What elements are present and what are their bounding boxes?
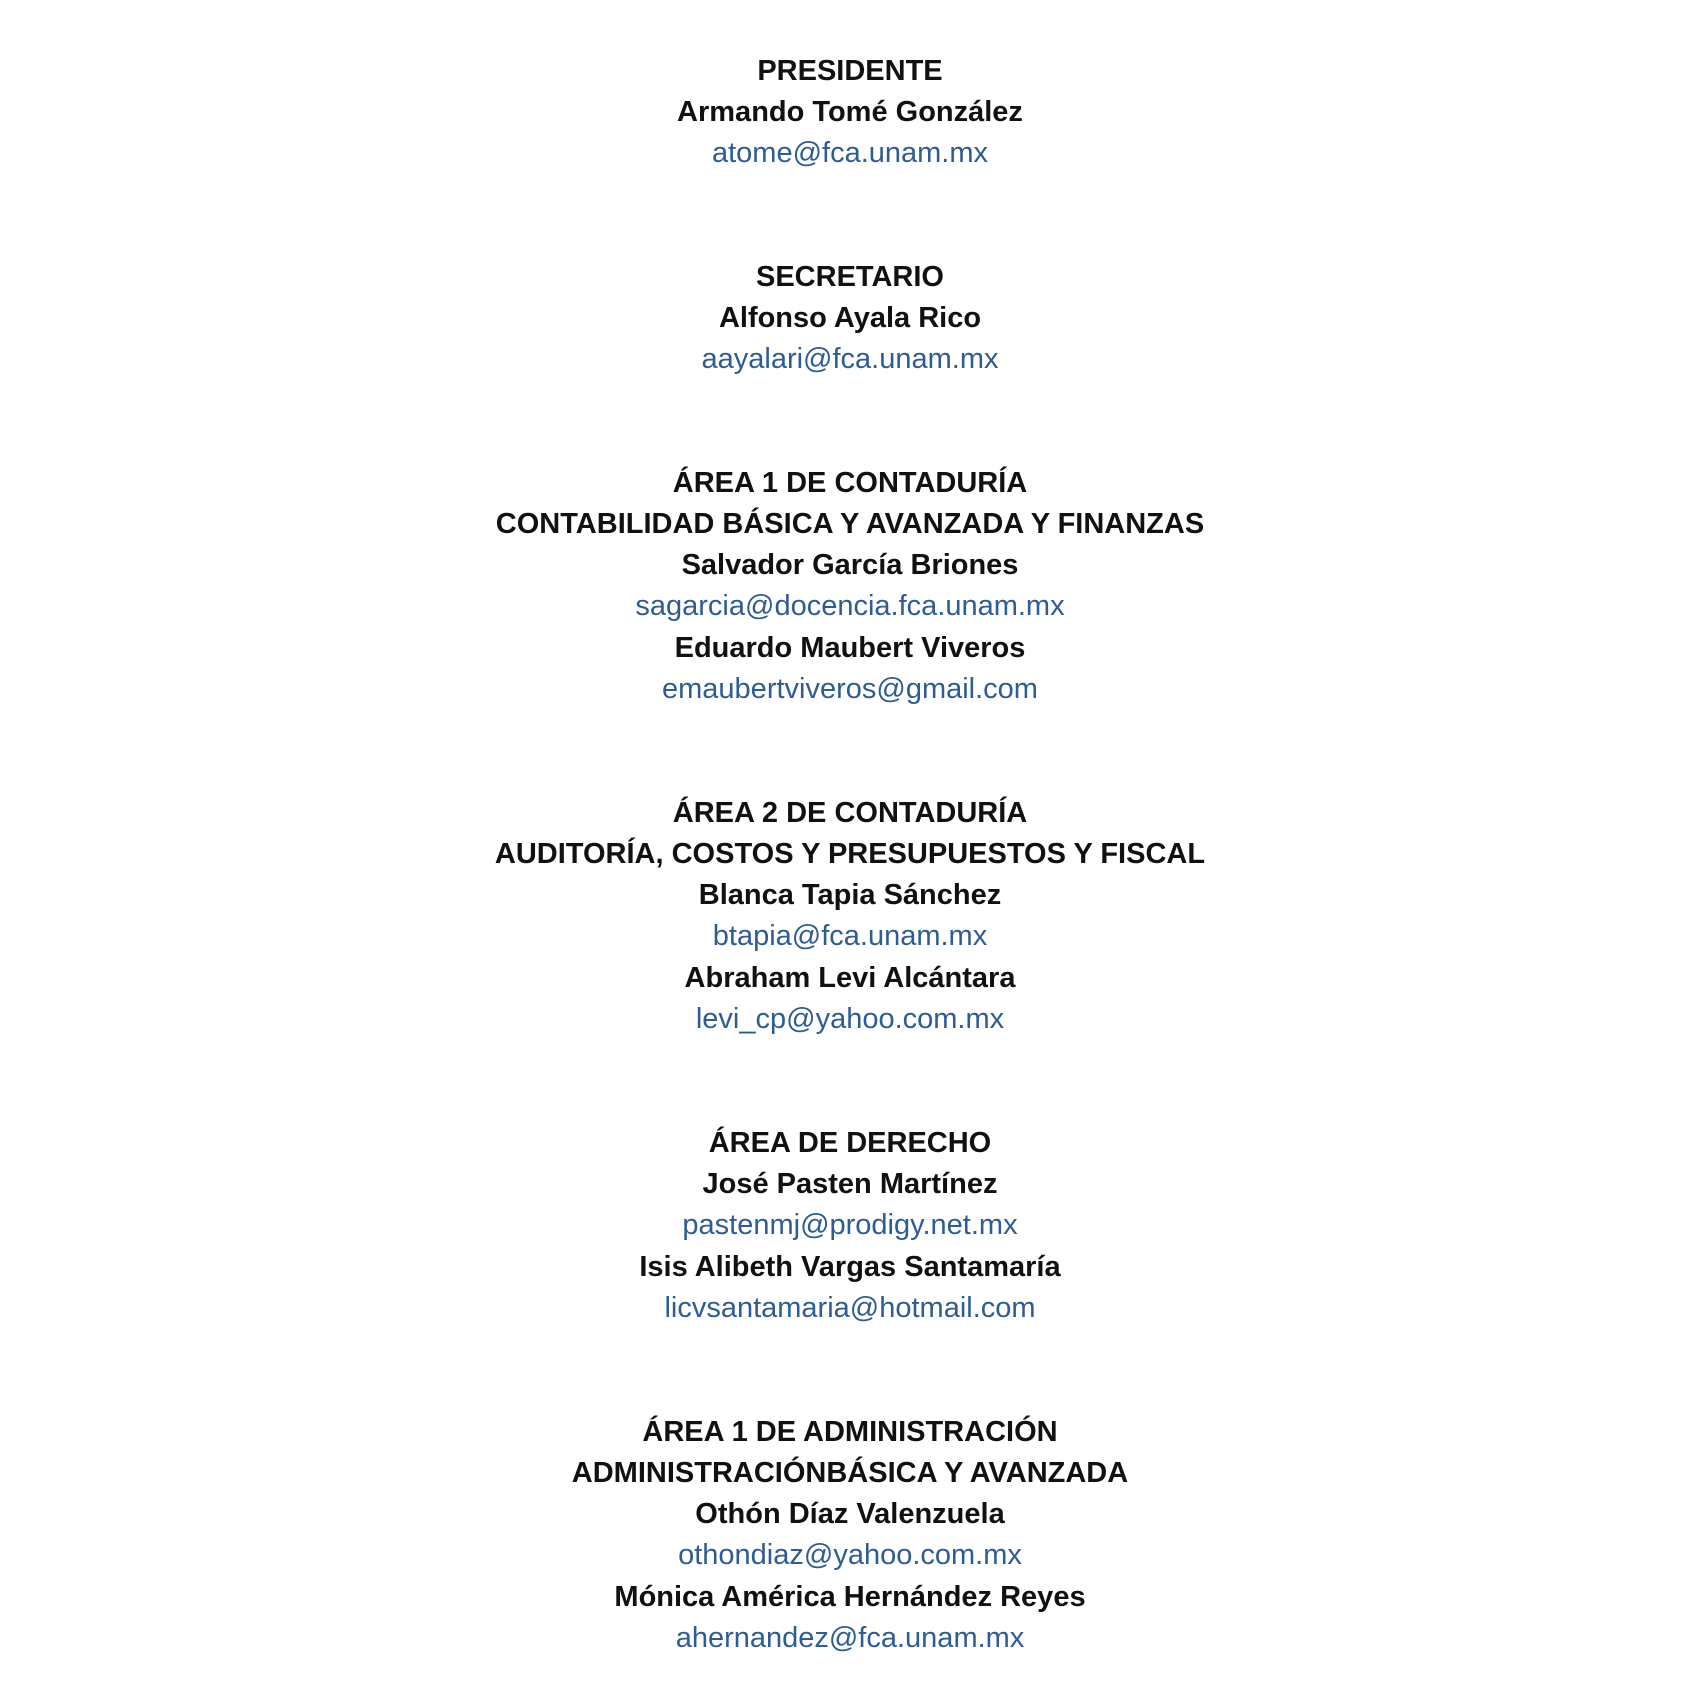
member-name: Salvador García Briones <box>681 549 1019 581</box>
member-name: Alfonso Ayala Rico <box>718 302 982 334</box>
member-email-link[interactable]: atome@fca.unam.mx <box>711 137 989 169</box>
section-title-area1-contaduria: ÁREA 1 DE CONTADURÍA <box>672 467 1028 499</box>
member-name: Abraham Levi Alcántara <box>684 962 1016 994</box>
member-email-link[interactable]: aayalari@fca.unam.mx <box>701 343 999 375</box>
member-email-link[interactable]: levi_cp@yahoo.com.mx <box>695 1003 1005 1035</box>
member-name: Isis Alibeth Vargas Santamaría <box>639 1251 1061 1283</box>
section-title-area-derecho: ÁREA DE DERECHO <box>708 1127 992 1159</box>
member-email-link[interactable]: othondiaz@yahoo.com.mx <box>678 1539 1022 1571</box>
member-email-row <box>0 1205 1700 1245</box>
member-name: Othón Díaz Valenzuela <box>695 1498 1005 1530</box>
member-email-row <box>0 339 1700 379</box>
member-email-row <box>0 916 1700 956</box>
member-email-link[interactable]: sagarcia@docencia.fca.unam.mx <box>635 590 1065 622</box>
member-name: Blanca Tapia Sánchez <box>698 879 1002 911</box>
member-email-row <box>0 1535 1700 1575</box>
section-title-area1-administracion: ÁREA 1 DE ADMINISTRACIÓN <box>642 1416 1058 1448</box>
member-email-row <box>0 669 1700 709</box>
member-email-row <box>0 133 1700 173</box>
member-name: Mónica América Hernández Reyes <box>614 1581 1086 1613</box>
member-email-link[interactable]: emaubertviveros@gmail.com <box>662 673 1038 705</box>
member-name: Eduardo Maubert Viveros <box>674 632 1026 664</box>
member-name: Armando Tomé González <box>677 96 1023 128</box>
member-email-link[interactable]: licvsantamaria@hotmail.com <box>664 1292 1036 1324</box>
section-subtitle: AUDITORÍA, COSTOS Y PRESUPUESTOS Y FISCAL <box>494 838 1206 870</box>
member-name: José Pasten Martínez <box>702 1168 998 1200</box>
member-email-link[interactable]: btapia@fca.unam.mx <box>712 920 988 952</box>
member-email-row <box>0 586 1700 626</box>
section-title-area2-contaduria: ÁREA 2 DE CONTADURÍA <box>672 797 1028 829</box>
member-email-row <box>0 999 1700 1039</box>
member-email-row <box>0 1618 1700 1658</box>
section-title-secretario: SECRETARIO <box>756 261 944 293</box>
section-title-presidente: PRESIDENTE <box>757 55 943 87</box>
member-email-link[interactable]: pastenmj@prodigy.net.mx <box>682 1209 1018 1241</box>
section-subtitle: CONTABILIDAD BÁSICA Y AVANZADA Y FINANZAS <box>495 508 1205 540</box>
section-subtitle: ADMINISTRACIÓNBÁSICA Y AVANZADA <box>571 1457 1129 1489</box>
member-email-row <box>0 1288 1700 1328</box>
member-email-link[interactable]: ahernandez@fca.unam.mx <box>675 1622 1025 1654</box>
